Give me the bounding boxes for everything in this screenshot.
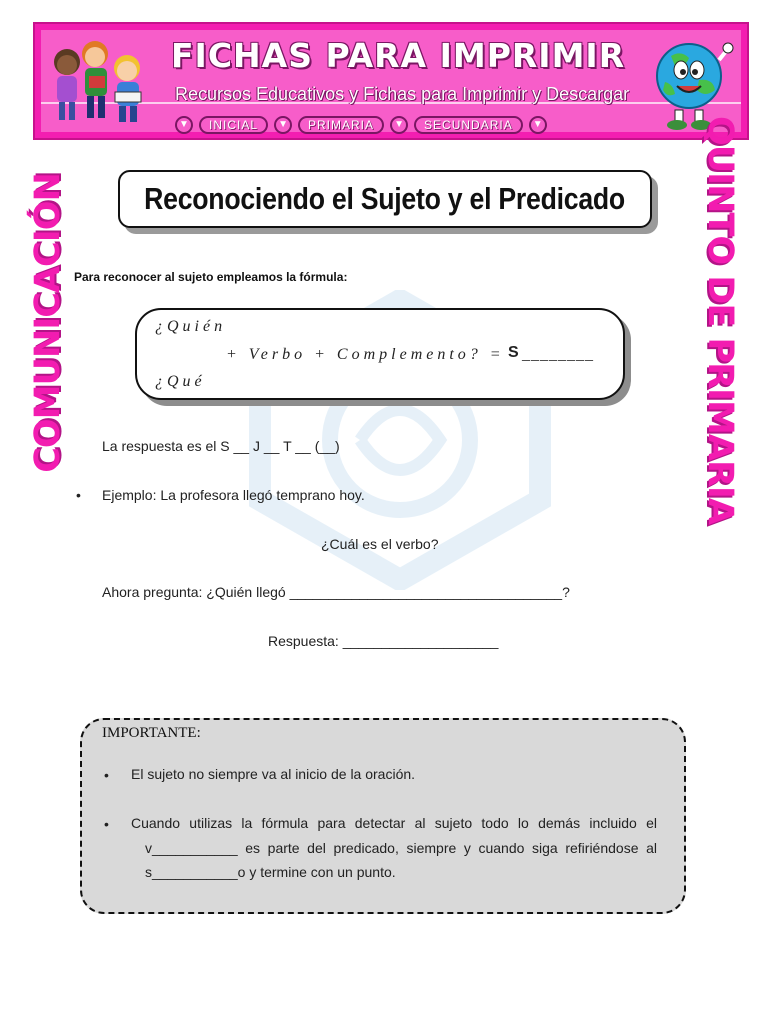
formula-blank: ________: [522, 346, 594, 363]
important-item-2-text: Cuando utilizas la fórmula para detectar al sujeto todo lo demás incluido el v___________ es parte del predicado, siempre y cuando siga refiriéndose al s___________o y termine con un punto.: [131, 815, 657, 880]
site-title: FICHAS PARA IMPRIMIR: [171, 36, 626, 75]
grade-label: QUINTO DE PRIMARIA: [700, 115, 740, 525]
chevron-down-icon[interactable]: ▼: [390, 116, 408, 134]
verb-question: ¿Cuál es el verbo?: [321, 536, 439, 552]
nav-inicial[interactable]: INICIAL: [199, 116, 268, 134]
important-bullet: •: [104, 816, 109, 832]
chevron-down-icon[interactable]: ▼: [175, 116, 193, 134]
chevron-down-icon[interactable]: ▼: [529, 116, 547, 134]
intro-text: Para reconocer al sujeto empleamos la fórmula:: [74, 270, 348, 284]
worksheet-title: Reconociendo el Sujeto y el Predicado: [144, 181, 626, 216]
important-bullet: •: [104, 767, 109, 783]
example-text: Ejemplo: La profesora llegó temprano hoy.: [102, 487, 365, 503]
formula-que: ¿Qué: [155, 373, 206, 390]
important-item-2: [131, 811, 657, 885]
children-illustration: [45, 32, 153, 128]
site-subtitle: Recursos Educativos y Fichas para Imprimir y Descargar: [175, 84, 630, 104]
formula-s: S: [508, 344, 519, 361]
important-title: IMPORTANTE:: [102, 725, 201, 741]
ask-line: Ahora pregunta: ¿Quién llegó ___________________________________?: [102, 584, 570, 600]
title-box: [118, 170, 652, 228]
chevron-down-icon[interactable]: ▼: [274, 116, 292, 134]
nav-secundaria[interactable]: SECUNDARIA: [414, 116, 523, 134]
nav-primaria[interactable]: PRIMARIA: [298, 116, 384, 134]
response-line: Respuesta: ____________________: [268, 633, 499, 649]
header-banner: [33, 22, 749, 140]
example-bullet: •: [76, 487, 81, 503]
subject-label: COMUNICACIÓN: [28, 173, 68, 473]
formula-quien: ¿Quién: [155, 318, 227, 335]
important-item-1: El sujeto no siempre va al inicio de la oración.: [131, 766, 416, 782]
formula-verbo-complemento: + Verbo + Complemento? =: [226, 346, 505, 363]
answer-line: La respuesta es el S __ J __ T __ (__): [102, 438, 340, 454]
nav-bar: [175, 114, 547, 136]
